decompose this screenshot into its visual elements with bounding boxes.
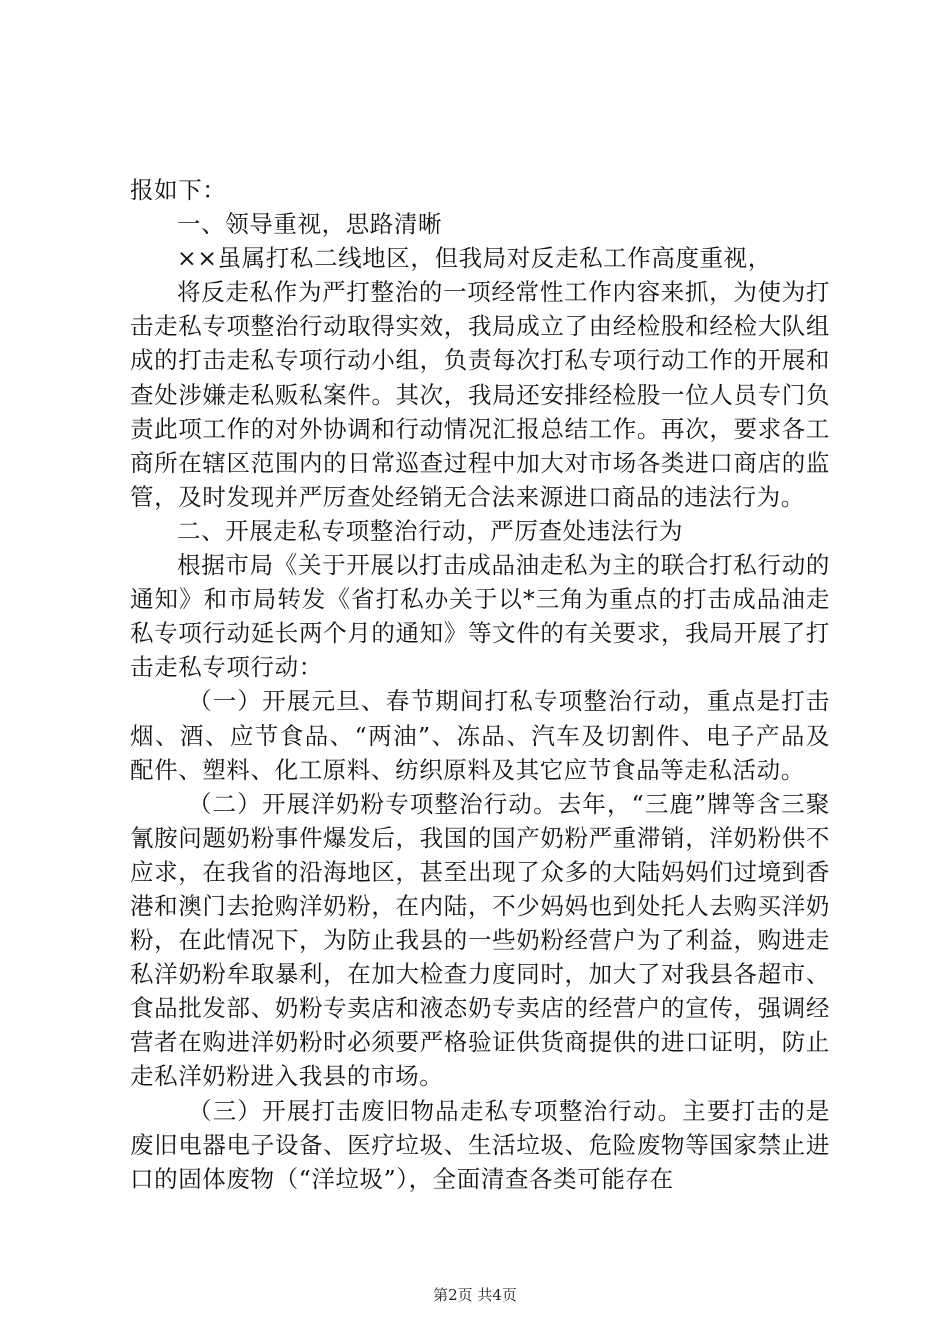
paragraph-item-1: （一）开展元旦、春节期间打私专项整治行动，重点是打击烟、酒、应节食品、“两油”、冻品、汽车及切割件、电子产品及配件、塑料、化工原料、纺织原料及其它应节食品等走私活动。 bbox=[130, 687, 830, 784]
paragraph-item-3: （三）开展打击废旧物品走私专项整治行动。主要打击的是废旧电器电子设备、医疗垃圾、生活垃圾、危险废物等国家禁止进口的固体废物（“洋垃圾”），全面清查各类可能存在 bbox=[130, 1096, 830, 1193]
paragraph-basis: 根据市局《关于开展以打击成品油走私为主的联合打私行动的通知》和市局转发《省打私办关于以*三角为重点的打击成品油走私专项行动延长两个月的通知》等文件的有关要求，我局开展了打击走私专项行动： bbox=[130, 551, 830, 682]
paragraph-item-2: （二）开展洋奶粉专项整治行动。去年，“三鹿”牌等含三聚氰胺问题奶粉事件爆发后，我国的国产奶粉严重滞销，洋奶粉供不应求，在我省的沿海地区，甚至出现了众多的大陆妈妈们过境到香港和澳门去抢购洋奶粉，在内陆，不少妈妈也到处托人去购买洋奶粉，在此情况下，为防止我县的一些奶粉经营户为了利益，购进走私洋奶粉牟取暴利，在加大检查力度同时，加大了对我县各超市、食品批发部、奶粉专卖店和液态奶专卖店的经营户的宣传，强调经营者在购进洋奶粉时必须要严格验证供货商提供的进口证明，防止走私洋奶粉进入我县的市场。 bbox=[130, 789, 830, 1091]
paragraph-intro: ××虽属打私二线地区，但我局对反走私工作高度重视， bbox=[177, 244, 772, 273]
page-number-footer: 第2页 共4页 bbox=[433, 1286, 517, 1304]
section-heading-1: 一、领导重视，思路清晰 bbox=[177, 210, 443, 239]
section-heading-2: 二、开展走私专项整治行动，严厉查处违法行为 bbox=[177, 516, 684, 545]
document-body bbox=[130, 173, 830, 1196]
paragraph-continuation: 报如下： bbox=[130, 176, 227, 204]
paragraph-leadership: 将反走私作为严打整治的一项经常性工作内容来抓，为使为打击走私专项整治行动取得实效，我局成立了由经检股和经检大队组成的打击走私专项行动小组，负责每次打私专项行动工作的开展和查处涉嫌走私贩私案件。其次，我局还安排经检股一位人员专门负责此项工作的对外协调和行动情况汇报总结工作。再次，要求各工商所在辖区范围内的日常巡查过程中加大对市场各类进口商店的监管，及时发现并严厉查处经销无合法来源进口商品的违法行为。 bbox=[130, 278, 830, 511]
